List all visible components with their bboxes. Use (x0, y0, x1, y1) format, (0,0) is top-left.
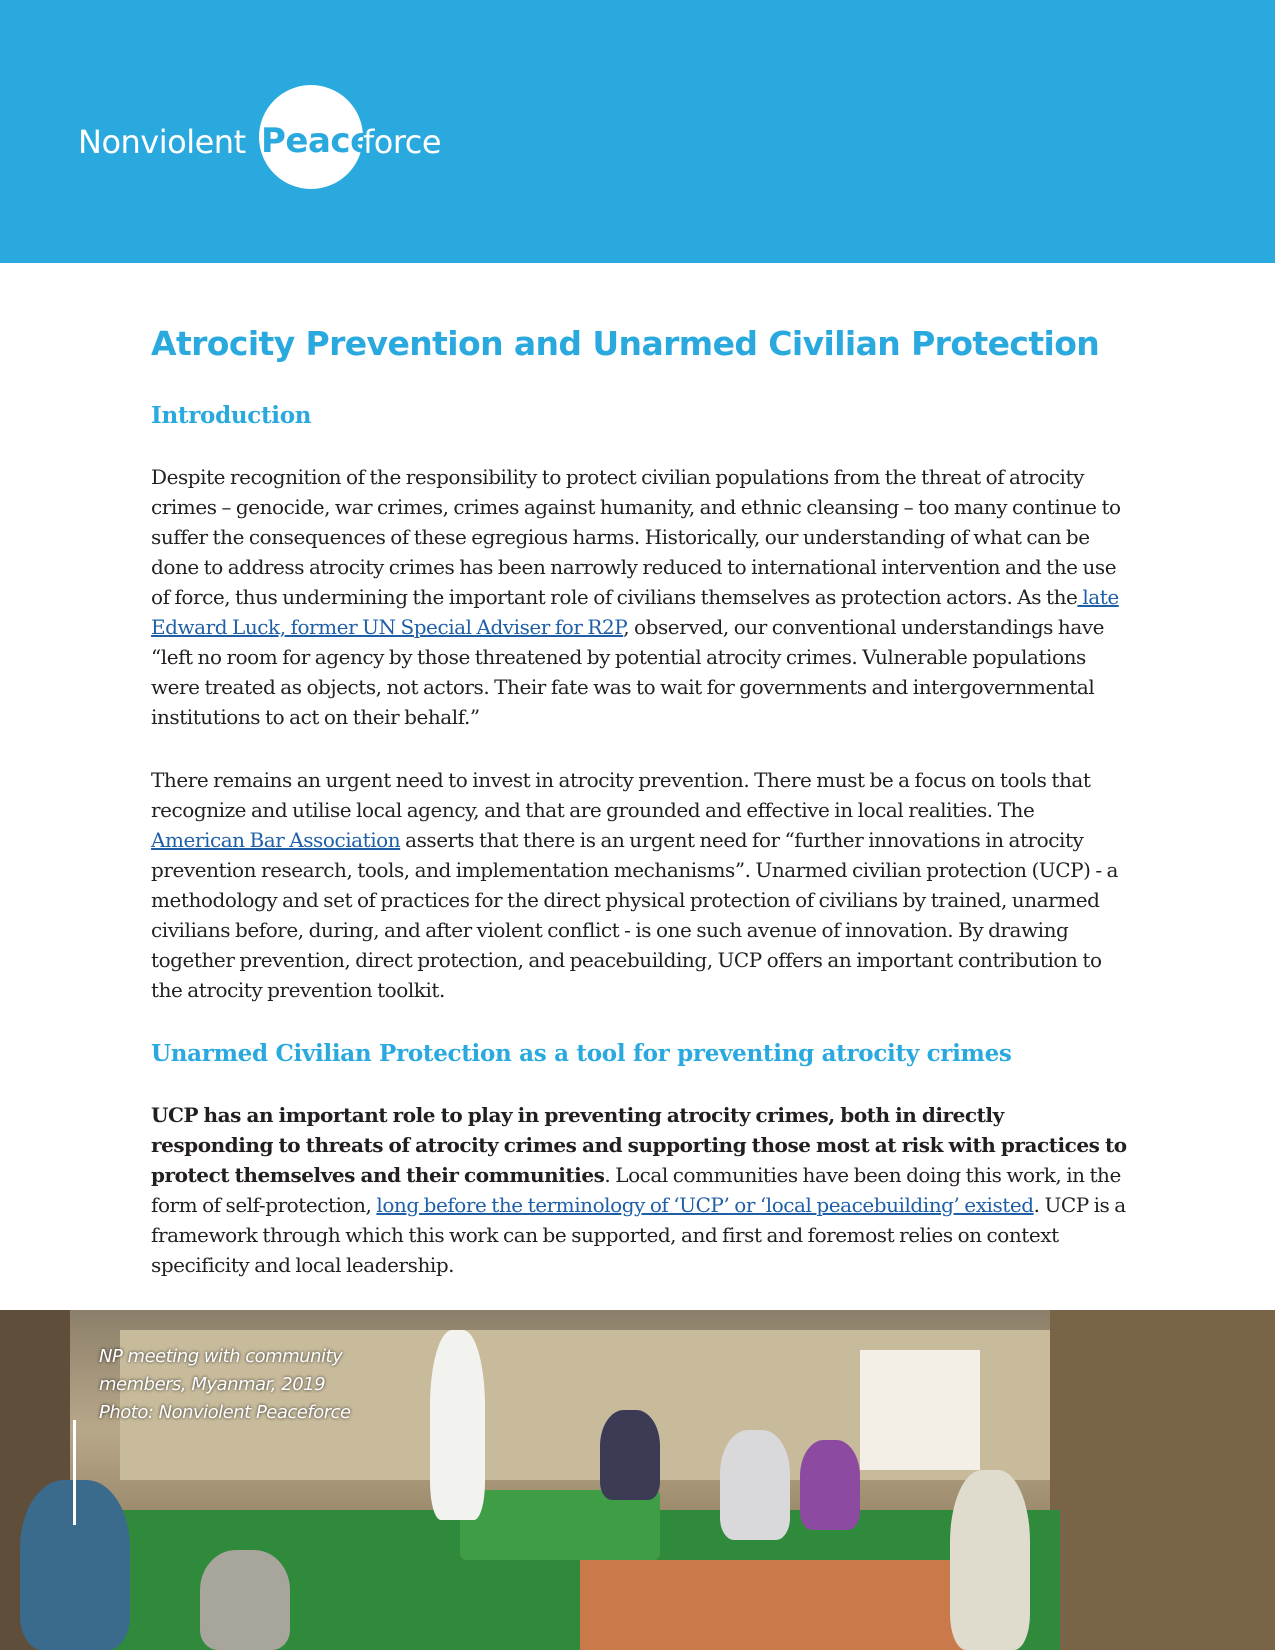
photo-woven-mat (580, 1560, 1000, 1650)
photo-person (720, 1430, 790, 1540)
intro-p1-text-b: , observed, our conventional understandings have “left no room for agency by those threatened by potential atrocity crimes. Vulnerable populations were treated as objects, not actors. Their fate was to wait for governments and intergovernmental institutions to act on their behalf.” (151, 615, 1105, 729)
photo-person (600, 1410, 660, 1500)
intro-p1-text-a: Despite recognition of the responsibility to protect civilian populations from the threat of atrocity crimes – genocide, war crimes, crimes against humanity, and ethnic cleansing – too many continue to suffer the consequences of these egregious harms. Historically, our understanding of what can be done to address atrocity crimes has been narrowly reduced to international intervention and the use of force, thus undermining the important role of civilians themselves as protection actors. As the (151, 465, 1121, 609)
photo-caption (99, 1343, 419, 1427)
caption-line: Photo: Nonviolent Peaceforce (99, 1402, 351, 1423)
caption-accent-bar (73, 1420, 76, 1525)
logo-text-part3: force (363, 123, 442, 161)
ucp-section-heading: Unarmed Civilian Protection as a tool for preventing atrocity crimes (151, 1040, 1012, 1067)
header-banner (0, 0, 1275, 263)
intro-p2-text-a: There remains an urgent need to invest in atrocity prevention. There must be a focus on tools that recognize and utilise local agency, and that are grounded and effective in local realities. The (151, 768, 1091, 822)
introduction-heading: Introduction (151, 402, 312, 429)
american-bar-association-link[interactable]: American Bar Association (151, 828, 401, 852)
photo-person (950, 1470, 1030, 1650)
photo-table (460, 1490, 660, 1560)
logo-text-part1: Nonviolent (78, 123, 246, 161)
page-title: Atrocity Prevention and Unarmed Civilian Protection (151, 324, 1100, 363)
ucp-p1-bold: UCP has an important role to play in preventing atrocity crimes, both in directly responding to threats of atrocity crimes and supporting those most at risk with practices to protect themselves and their communities (151, 1103, 1127, 1187)
local-peacebuilding-link[interactable]: long before the terminology of ‘UCP’ or ‘local peacebuilding’ existed (376, 1193, 1034, 1217)
ucp-p1-text-b: . UCP is a framework through which this work can be supported, and first and foremost relies on context specificity and local leadership. (151, 1193, 1126, 1277)
edward-luck-link[interactable]: late Edward Luck, former UN Special Adviser for R2P (151, 585, 1119, 639)
main-content (151, 322, 1131, 1277)
photo-window (860, 1350, 980, 1470)
ucp-p1-text-a: . Local communities have been doing this work, in the form of self-protection, (151, 1163, 1121, 1217)
photo-person (200, 1550, 290, 1650)
intro-p2-text-b: asserts that there is an urgent need for “further innovations in atrocity prevention research, tools, and implementation mechanisms”. Unarmed civilian protection (UCP) - a methodology and set of practices for the direct physical protection of civilians by trained, unarmed civilians before, during, and after violent conflict - is one such avenue of innovation. By drawing together prevention, direct protection, and peacebuilding, UCP offers an important contribution to the atrocity prevention toolkit. (151, 828, 1119, 1002)
nonviolent-peaceforce-logo[interactable] (78, 85, 498, 195)
photo-person (800, 1440, 860, 1530)
intro-paragraph-2 (151, 765, 1131, 1005)
community-meeting-photo (0, 1310, 1275, 1650)
intro-paragraph-1 (151, 462, 1131, 732)
logo-text-part2: Peace (261, 121, 373, 161)
photo-person (430, 1330, 485, 1520)
ucp-paragraph (151, 1100, 1131, 1280)
photo-door (1050, 1310, 1275, 1650)
caption-line: members, Myanmar, 2019 (99, 1374, 326, 1395)
caption-line: NP meeting with community (99, 1346, 343, 1367)
